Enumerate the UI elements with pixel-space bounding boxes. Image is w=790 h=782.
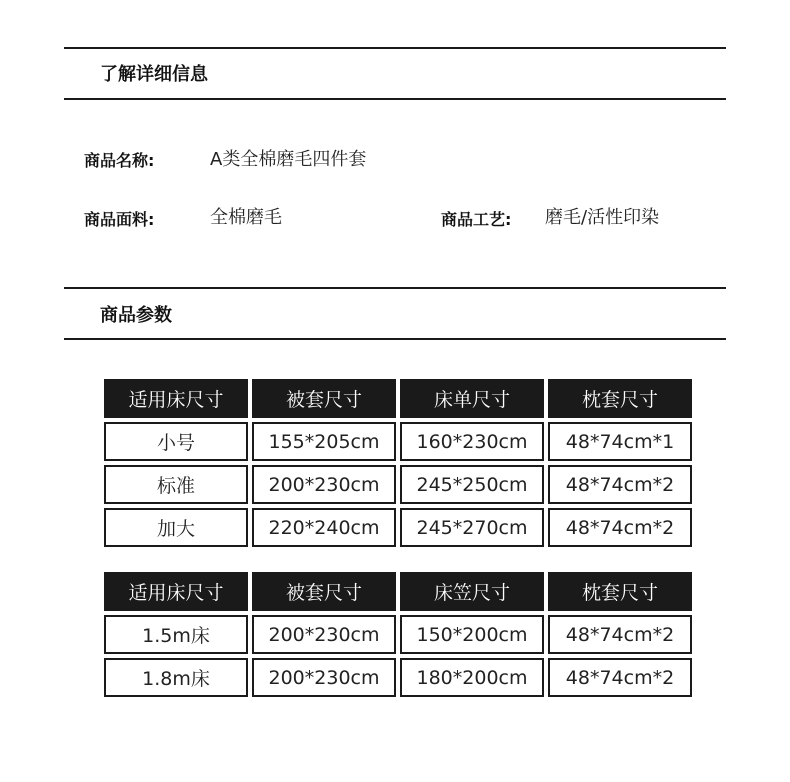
table2-header-duvet-size: 被套尺寸 — [252, 572, 396, 611]
table1-cell: 标准 — [104, 465, 248, 504]
table1-header-bed-size: 适用床尺寸 — [104, 379, 248, 418]
table2-cell: 200*230cm — [252, 615, 396, 654]
table2-cell: 150*200cm — [400, 615, 544, 654]
table2-cell: 200*230cm — [252, 658, 396, 697]
params-top-rule — [64, 287, 726, 289]
size-table-1 — [104, 379, 692, 547]
details-top-rule — [64, 47, 726, 49]
table1-cell: 160*230cm — [400, 422, 544, 461]
table1-cell: 小号 — [104, 422, 248, 461]
product-name-value: A类全棉磨毛四件套 — [210, 149, 367, 170]
table1-header-duvet-size: 被套尺寸 — [252, 379, 396, 418]
table1-header-sheet-size: 床单尺寸 — [400, 379, 544, 418]
table1-cell: 48*74cm*2 — [548, 508, 692, 547]
table1-cell: 48*74cm*2 — [548, 465, 692, 504]
table2-header-bed-size: 适用床尺寸 — [104, 572, 248, 611]
table1-header-pillowcase-size: 枕套尺寸 — [548, 379, 692, 418]
table2-header-fitted-sheet-size: 床笠尺寸 — [400, 572, 544, 611]
table1-cell: 155*205cm — [252, 422, 396, 461]
size-table-2 — [104, 572, 692, 697]
product-craft-label: 商品工艺: — [441, 210, 512, 229]
table1-cell: 245*250cm — [400, 465, 544, 504]
table2-cell: 1.8m床 — [104, 658, 248, 697]
product-craft-value: 磨毛/活性印染 — [545, 207, 660, 228]
product-name-label: 商品名称: — [84, 151, 155, 170]
table1-cell: 48*74cm*1 — [548, 422, 692, 461]
table2-cell: 1.5m床 — [104, 615, 248, 654]
table1-cell: 245*270cm — [400, 508, 544, 547]
product-fabric-value: 全棉磨毛 — [210, 207, 282, 228]
table2-cell: 48*74cm*2 — [548, 658, 692, 697]
params-section-title: 商品参数 — [100, 305, 172, 326]
table1-cell: 200*230cm — [252, 465, 396, 504]
table1-cell: 加大 — [104, 508, 248, 547]
details-section-title: 了解详细信息 — [100, 64, 208, 85]
details-bottom-rule — [64, 98, 726, 100]
table1-cell: 220*240cm — [252, 508, 396, 547]
product-fabric-label: 商品面料: — [84, 210, 155, 229]
table2-cell: 48*74cm*2 — [548, 615, 692, 654]
table2-cell: 180*200cm — [400, 658, 544, 697]
params-bottom-rule — [64, 338, 726, 340]
table2-header-pillowcase-size: 枕套尺寸 — [548, 572, 692, 611]
